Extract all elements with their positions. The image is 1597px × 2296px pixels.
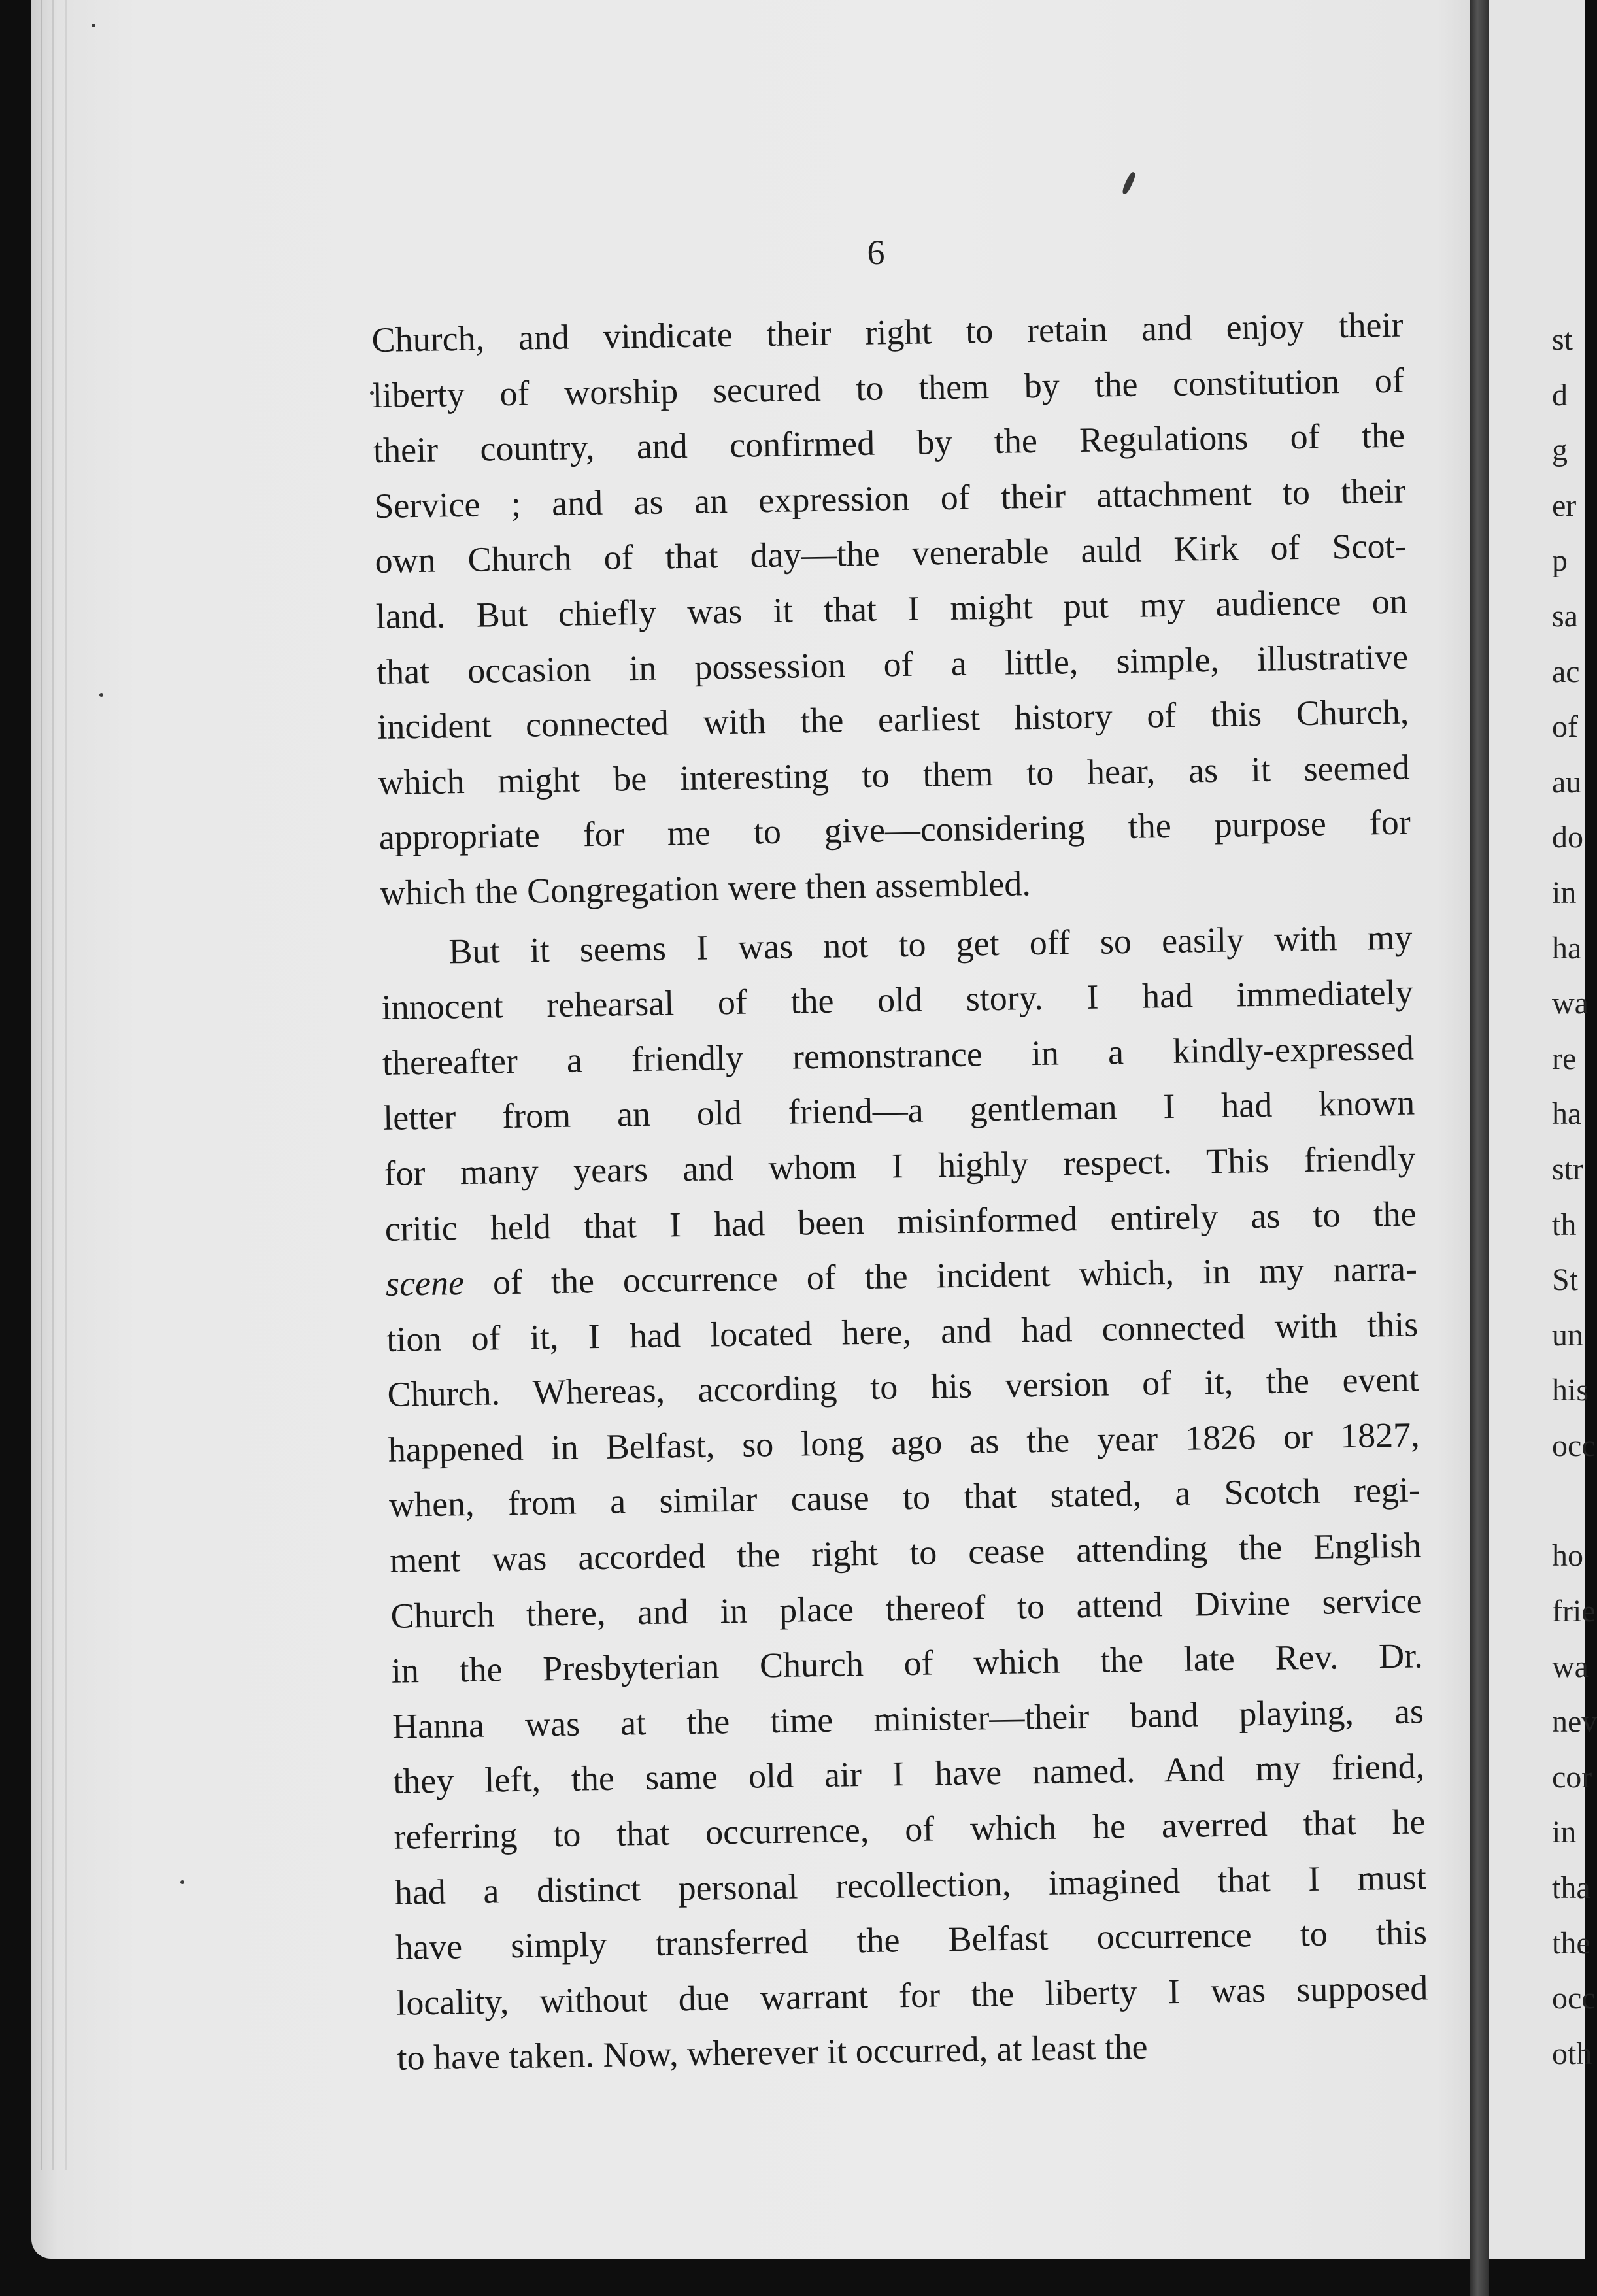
text-line: they left, the same old air I have named. And my friend, <box>392 1746 1425 1802</box>
text-line: when, from a similar cause to that stated, a Scotch regi- <box>388 1470 1421 1525</box>
text-line: had a distinct personal recollection, imagined that I must <box>394 1857 1427 1912</box>
page-edge-line <box>52 0 54 2170</box>
text-line: locality, without due warrant for the liberty I was supposed <box>395 1968 1428 2023</box>
facing-page-fragment: ha <box>1552 930 1582 966</box>
facing-page-fragment: er <box>1552 488 1577 523</box>
facing-page-fragment: occ <box>1552 1981 1596 2016</box>
ink-speck <box>180 1880 184 1884</box>
text-line: land. But chiefly was it that I might put my audience on <box>375 581 1408 636</box>
text-line: their country, and confirmed by the Regulations of the <box>373 415 1405 471</box>
text-line: ment was accorded the right to cease attending the English <box>389 1525 1422 1580</box>
text-line: Church, and vindicate their right to retain and enjoy their <box>371 305 1404 360</box>
facing-page-fragment: in <box>1552 1815 1577 1850</box>
facing-page-fragment: the <box>1552 1925 1590 1961</box>
text-line: incident connected with the earliest history of this Church, <box>377 692 1409 747</box>
text-line: own Church of that day—the venerable auld Kirk of Scot- <box>375 526 1407 581</box>
text-line: which the Congregation were then assembled. <box>379 864 1032 913</box>
book-gutter <box>1470 0 1489 2296</box>
facing-page-fragment: th <box>1552 1207 1577 1242</box>
ink-speck <box>99 693 103 697</box>
page-number: 6 <box>867 233 885 272</box>
facing-page-fragment: tha <box>1552 1870 1590 1906</box>
body-text <box>371 297 1429 2086</box>
text-line: that occasion in possession of a little, simple, illustrative <box>376 637 1409 692</box>
text-line: letter from an old friend—a gentleman I had known <box>382 1083 1415 1138</box>
facing-page-fragment: un <box>1552 1317 1583 1353</box>
facing-page-fragment: nev <box>1552 1704 1597 1740</box>
ink-speck <box>92 24 95 27</box>
page-edge-line <box>41 0 42 2170</box>
facing-page-fragment: wa <box>1552 986 1589 1021</box>
facing-page-fragment: wa <box>1552 1649 1589 1684</box>
facing-page-fragment: au <box>1552 764 1582 800</box>
page-edge-line <box>65 0 67 2170</box>
text-line: which might be interesting to them to hear, as it seemed <box>378 747 1410 802</box>
text-line: tion of it, I had located here, and had connected with this <box>386 1304 1419 1359</box>
text-line: Church. Whereas, according to his version of it, the event <box>387 1359 1419 1415</box>
text-line: critic held that I had been misinformed entirely as to the <box>384 1193 1417 1249</box>
text-line: appropriate for me to give—considering the purpose for <box>378 802 1411 858</box>
facing-page-fragment: St <box>1552 1262 1579 1298</box>
facing-page-fragment: d <box>1552 377 1568 413</box>
facing-page-fragment: re <box>1552 1041 1577 1076</box>
facing-page-fragment: in <box>1552 875 1577 910</box>
text-line: referring to that occurrence, of which he averred that he <box>394 1802 1426 1857</box>
facing-page-fragment: ha <box>1552 1096 1582 1132</box>
text-line: Church there, and in place thereof to attend Divine service <box>390 1581 1422 1636</box>
facing-page-fragment: st <box>1552 322 1573 357</box>
facing-page-fragment: do <box>1552 820 1583 855</box>
text-line: innocent rehearsal of the old story. I had immediately <box>381 972 1414 1028</box>
facing-page-fragment: occ <box>1552 1428 1596 1463</box>
text-line: to have taken. Now, wherever it occurred, at least the <box>397 2027 1148 2078</box>
text-line: happened in Belfast, so long ago as the year 1826 or 1827, <box>388 1415 1420 1470</box>
facing-page-fragment: p <box>1552 543 1568 579</box>
facing-page-fragment: frie <box>1552 1594 1596 1629</box>
text-line: Service ; and as an expression of their attachment to their <box>373 471 1406 526</box>
text-line: liberty of worship secured to them by the constitution of <box>372 360 1405 415</box>
facing-page-fragment: ho <box>1552 1538 1583 1574</box>
facing-page-fragment: sa <box>1552 598 1578 633</box>
text-line: have simply transferred the Belfast occurrence to this <box>395 1912 1428 1967</box>
text-line: for many years and whom I highly respect. This friendly <box>384 1138 1416 1193</box>
facing-page-fragments <box>1552 312 1597 2082</box>
facing-page-fragment: str <box>1552 1151 1583 1187</box>
facing-page-fragment: of <box>1552 709 1578 745</box>
facing-page-fragment: oth <box>1552 2036 1592 2071</box>
text-line: in the Presbyterian Church of which the late Rev. Dr. <box>391 1636 1424 1691</box>
facing-page-fragment: cor <box>1552 1759 1592 1795</box>
facing-page-fragment: ac <box>1552 654 1580 689</box>
facing-page-fragment: his <box>1552 1373 1589 1408</box>
text-line: But it seems I was not to get off so easily with my <box>448 917 1413 971</box>
text-line: thereafter a friendly remonstrance in a kindly-expressed <box>382 1028 1415 1083</box>
text-span: of the occurrence of the incident which, in my narra- <box>463 1249 1418 1303</box>
text-line: Hanna was at the time minister—their band playing, as <box>392 1691 1424 1746</box>
italic-word: scene <box>385 1263 465 1304</box>
facing-page-fragment: g <box>1552 433 1568 468</box>
